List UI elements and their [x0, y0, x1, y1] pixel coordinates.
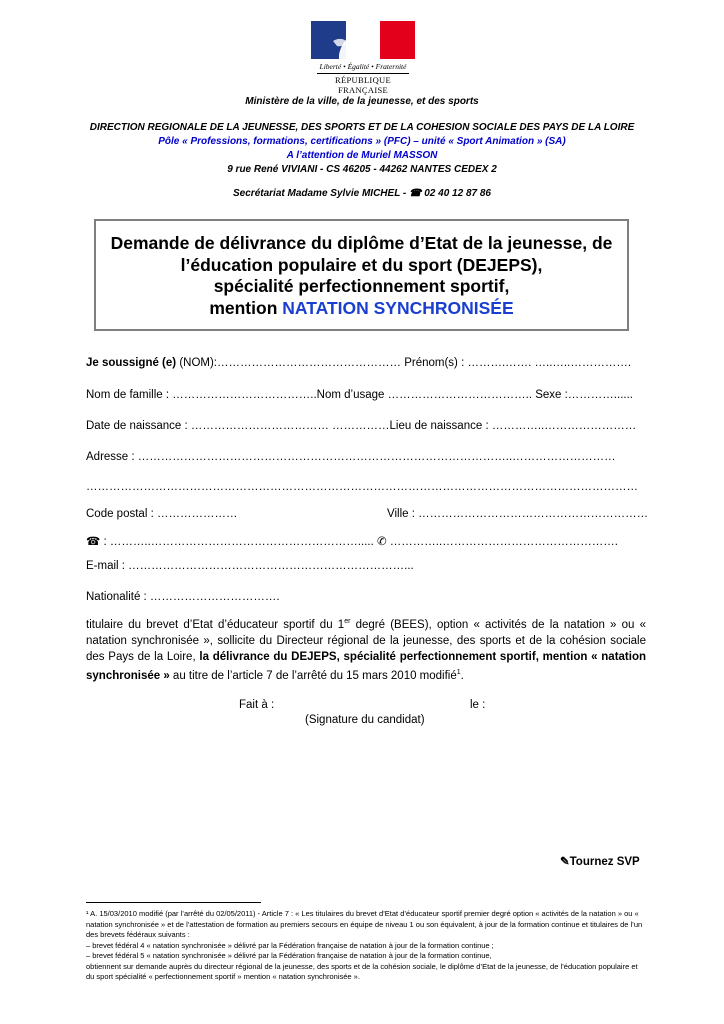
- address-line: 9 rue René VIVIANI - CS 46205 - 44262 NANTES CEDEX 2: [227, 164, 497, 175]
- republique-francaise-logo: [311, 21, 415, 95]
- secretariat-line: Secrétariat Madame Sylvie MICHEL - ☎ 02 40 12 87 86: [233, 188, 491, 199]
- field-telephone[interactable]: ☎ : ………..………………………………………………..... ✆ …………..……………………………………….: [86, 536, 618, 548]
- attention-line: A l’attention de Muriel MASSON: [286, 150, 438, 161]
- field-naissance[interactable]: Date de naissance : ……………………………… ……………Lieu de naissance : …………..……………………: [86, 420, 637, 432]
- date-le-field[interactable]: le :: [470, 699, 486, 711]
- footnote-line: – brevet fédéral 5 « natation synchronisée » délivré par la Fédération française de natation à jour de la formation continue,: [86, 951, 492, 960]
- footnote-line: – brevet fédéral 4 « natation synchronisée » délivré par la Fédération française de natation à jour de la formation continue ;: [86, 940, 494, 950]
- title-line-2: l’éducation populaire et du sport (DEJEPS),: [180, 254, 543, 275]
- field-nom-prenom[interactable]: Je soussigné (e) (NOM):………………………………………… Prénom(s) : ……….……. …..…..…………….: [86, 357, 632, 369]
- republic-motto: Liberté • Égalité • Fraternité: [319, 62, 407, 71]
- title-box: [94, 219, 629, 331]
- document-title: [96, 221, 627, 319]
- field-email[interactable]: E-mail : ………………………………………………………………...: [86, 560, 414, 572]
- fait-a-field[interactable]: Fait à :: [239, 699, 275, 711]
- tricolor-flag-logo: [311, 21, 415, 59]
- pole-line: Pôle « Professions, formations, certifications » (PFC) – unité « Sport Animation » (SA): [158, 136, 566, 147]
- footnote: [86, 909, 646, 983]
- footnote-separator: [86, 902, 261, 903]
- field-adresse[interactable]: Adresse : ……………………………………………………………………………………..………………………: [86, 451, 616, 463]
- title-mention-highlight: NATATION SYNCHRONISÉE: [282, 297, 514, 318]
- republic-name: RÉPUBLIQUE FRANÇAISE: [317, 73, 409, 95]
- signature-label: (Signature du candidat): [305, 714, 425, 726]
- title-line-3: spécialité perfectionnement sportif,: [213, 276, 510, 296]
- request-paragraph: titulaire du brevet d’Etat d’éducateur sportif du 1er degré (BEES), option « activités de la natation » ou « natation synchronisée », sollicite du Directeur régional de la jeunesse, des sports et de la cohésion sociale des Pays de la Loire, la délivrance du DEJEPS, spécialité perfectionnement sportif, mention « natation synchronisée » au titre de l’article 7 de l’arrêté du 15 mars 2010 modifié$^1$.: [86, 618, 646, 682]
- direction-line: DIRECTION REGIONALE DE LA JEUNESSE, DES SPORTS ET DE LA COHESION SOCIALE DES PAYS DE LA LOIRE: [89, 122, 635, 133]
- marianne-profile-icon: [311, 21, 415, 59]
- field-adresse-suite[interactable]: ………………………………………………………………………………………………………………………………: [86, 481, 638, 493]
- field-nationalite[interactable]: Nationalité : …………………………….: [86, 591, 280, 603]
- field-ville[interactable]: Ville : ……………………………………………………: [387, 508, 649, 520]
- tournez-svp-note: ✎Tournez SVP: [560, 856, 640, 868]
- ministry-line: Ministère de la ville, de la jeunesse, et des sports: [245, 96, 479, 107]
- title-line-4: mention NATATION SYNCHRONISÉE: [209, 297, 514, 318]
- field-nom-famille-usage-sexe[interactable]: Nom de famille : ………………………………..Nom d’usage ……………………………….. Sexe :…………......: [86, 389, 633, 401]
- footnote-line: ¹ A. 15/03/2010 modifié (par l’arrêté du 02/05/2011) - Article 7 : « Les titulaires du brevet d’Etat d’éducateur sportif premier degré option « activités de la natation » ou « natation synchronisée » et de l’attestation de formation au premiers secours en équipe de niveau 1 ou son équivalent, à jour de la formation continue et titulaires de l’un des brevets fédéraux suivants :: [86, 909, 643, 939]
- title-line-1: Demande de délivrance du diplôme d’Etat de la jeunesse, de: [110, 233, 613, 253]
- footnote-line: obtiennent sur demande auprès du directeur régional de la jeunesse, des sports et de la cohésion sociale, le diplôme d’Etat de la jeunesse, de l’éducation populaire et du sport spécialité « perfectionnement sportif » mention « natation synchronisée ».: [86, 961, 638, 981]
- field-code-postal[interactable]: Code postal : …………………: [86, 508, 238, 520]
